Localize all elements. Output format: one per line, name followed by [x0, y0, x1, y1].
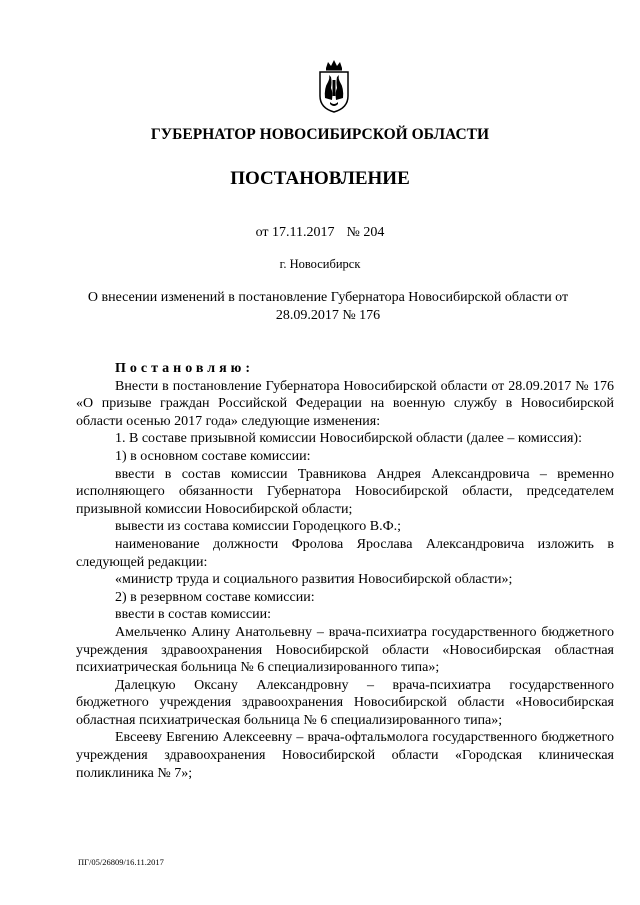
body-paragraph: ввести в состав комиссии Травникова Андрея Александровича – временно исполняющего обязанности Губернатора Новосибирской области, председателем призывной комиссии Новосибирской области; — [76, 466, 614, 517]
coat-of-arms-icon — [316, 58, 352, 116]
body-paragraph: 2) в резервном составе комиссии: — [115, 589, 315, 605]
body-paragraph: Амельченко Алину Анатольевну – врача-психиатра государственного бюджетного учреждения здравоохранения Новосибирской области «Новосибирская областная психиатрическая больница № 6 специализированного типа»; — [76, 624, 614, 676]
body-paragraph: Внести в постановление Губернатора Новосибирской области от 28.09.2017 № 176 «О призыве граждан Российской Федерации на военную службу в Новосибирской области осенью 2017 года» следующие изменения: — [76, 378, 614, 429]
body-paragraph: «министр труда и социального развития Новосибирской области»; — [115, 572, 513, 588]
body-paragraph: Далецкую Оксану Александровну – врача-психиатра государственного бюджетного учреждения здравоохранения Новосибирской области «Новосибирская областная психиатрическая больница № 6 специализированного типа»; — [76, 677, 614, 728]
body-paragraph: 1) в основном составе комиссии: — [115, 448, 311, 464]
footer-code: ПГ/05/26809/16.11.2017 — [78, 857, 164, 867]
body-paragraph: наименование должности Фролова Ярослава Александровича изложить в следующей редакции: — [76, 536, 614, 570]
document-date: от 17.11.2017 — [255, 225, 335, 240]
decree-heading: Постановляю: — [115, 361, 255, 376]
body-paragraph: Евсееву Евгению Алексеевну – врача-офтальмолога государственного бюджетного учреждения здравоохранения Новосибирской области «Городская клиническая поликлиника № 7»; — [76, 730, 614, 781]
body-paragraph: ввести в состав комиссии: — [115, 607, 272, 623]
document-date-number — [0, 225, 640, 241]
document-type: ПОСТАНОВЛЕНИЕ — [230, 168, 410, 189]
document-body — [76, 360, 614, 782]
authority-title: ГУБЕРНАТОР НОВОСИБИРСКОЙ ОБЛАСТИ — [150, 126, 490, 143]
document-subject: О внесении изменений в постановление Губернатора Новосибирской области от 28.09.2017 № 176 — [87, 290, 569, 323]
document-city: г. Новосибирск — [279, 257, 361, 271]
body-paragraph: вывести из состава комиссии Городецкого В.Ф.; — [115, 519, 402, 535]
body-paragraph: 1. В составе призывной комиссии Новосибирской области (далее – комиссия): — [115, 431, 582, 447]
document-number: № 204 — [346, 225, 385, 240]
